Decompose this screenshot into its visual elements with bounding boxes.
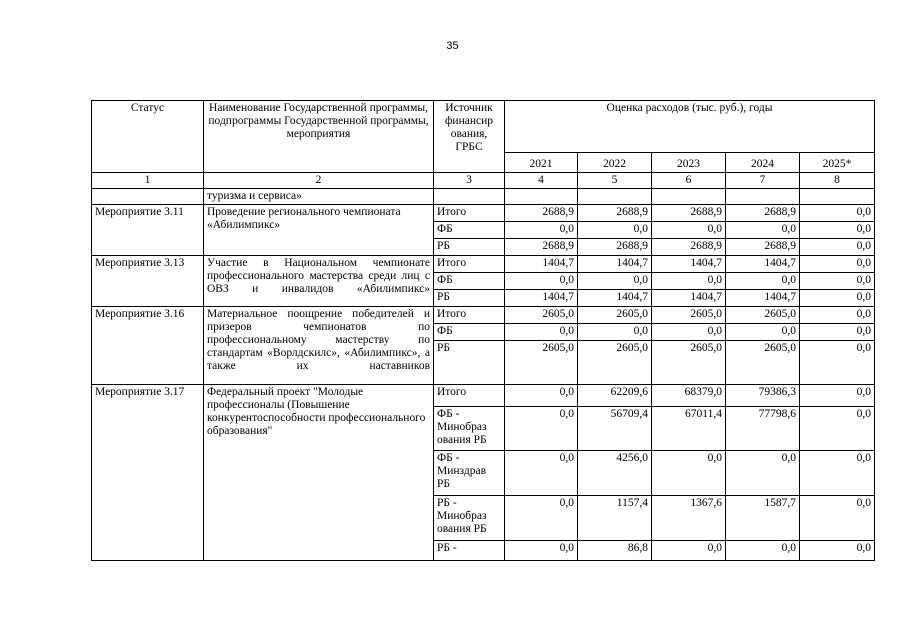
continuation-cell [652, 189, 726, 205]
header-name: Наименование Государственной программы, подпрограммы Государственной программы, мероприятия [204, 101, 434, 173]
table-row [92, 256, 875, 273]
amount-cell: 2688,9 [652, 239, 726, 256]
amount-cell: 1404,7 [726, 256, 800, 273]
amount-cell: 2605,0 [652, 307, 726, 324]
event-status: Мероприятие 3.16 [92, 307, 204, 385]
funding-source: РБ [434, 239, 505, 256]
amount-cell: 1404,7 [505, 290, 578, 307]
column-number: 3 [434, 173, 505, 189]
amount-cell: 62209,6 [578, 385, 652, 407]
continuation-cell [92, 189, 204, 205]
header-year: 2024 [726, 153, 800, 173]
amount-cell: 0,0 [800, 256, 875, 273]
event-status: Мероприятие 3.13 [92, 256, 204, 307]
funding-source: ФБ [434, 273, 505, 290]
amount-cell: 0,0 [800, 407, 875, 451]
amount-cell: 2605,0 [505, 307, 578, 324]
funding-source: РБ - Минобраз ования РБ [434, 496, 505, 541]
amount-cell: 0,0 [652, 451, 726, 496]
amount-cell: 68379,0 [652, 385, 726, 407]
event-name: Проведение регионального чемпионата «Абилимпикс» [204, 205, 434, 256]
funding-source: Итого [434, 385, 505, 407]
header-year: 2023 [652, 153, 726, 173]
header-estimate: Оценка расходов (тыс. руб.), годы [505, 101, 875, 153]
amount-cell: 0,0 [800, 307, 875, 324]
continuation-cell [434, 189, 505, 205]
event-status: Мероприятие 3.11 [92, 205, 204, 256]
amount-cell: 1367,6 [652, 496, 726, 541]
header-source: Источник финансир ования, ГРБС [434, 101, 505, 173]
amount-cell: 0,0 [800, 385, 875, 407]
amount-cell: 0,0 [726, 541, 800, 561]
amount-cell: 0,0 [578, 273, 652, 290]
budget-table [91, 100, 875, 561]
amount-cell: 1404,7 [578, 290, 652, 307]
continuation-cell [800, 189, 875, 205]
amount-cell: 0,0 [800, 290, 875, 307]
event-name: Участие в Национальном чемпионате профессионального мастерства среди лиц с ОВЗ и инвалидов «Абилимпикс» [204, 256, 434, 307]
header-year: 2021 [505, 153, 578, 173]
funding-source: Итого [434, 256, 505, 273]
amount-cell: 0,0 [652, 541, 726, 561]
amount-cell: 2688,9 [578, 205, 652, 222]
column-number: 6 [652, 173, 726, 189]
amount-cell: 2605,0 [578, 307, 652, 324]
funding-source: РБ [434, 290, 505, 307]
amount-cell: 0,0 [800, 205, 875, 222]
header-status: Статус [92, 101, 204, 173]
amount-cell: 0,0 [800, 239, 875, 256]
funding-source: ФБ - Минобраз ования РБ [434, 407, 505, 451]
amount-cell: 0,0 [505, 273, 578, 290]
amount-cell: 0,0 [800, 341, 875, 385]
column-number: 7 [726, 173, 800, 189]
amount-cell: 2605,0 [652, 341, 726, 385]
amount-cell: 0,0 [578, 324, 652, 341]
column-number: 2 [204, 173, 434, 189]
funding-source: ФБ [434, 222, 505, 239]
amount-cell: 0,0 [800, 451, 875, 496]
amount-cell: 0,0 [505, 451, 578, 496]
amount-cell: 0,0 [800, 273, 875, 290]
amount-cell: 1404,7 [505, 256, 578, 273]
funding-source: Итого [434, 205, 505, 222]
amount-cell: 0,0 [652, 273, 726, 290]
funding-source: Итого [434, 307, 505, 324]
continuation-cell [726, 189, 800, 205]
amount-cell: 67011,4 [652, 407, 726, 451]
amount-cell: 0,0 [726, 273, 800, 290]
funding-source: ФБ [434, 324, 505, 341]
funding-source: ФБ - Минздрав РБ [434, 451, 505, 496]
amount-cell: 0,0 [505, 324, 578, 341]
amount-cell: 2605,0 [726, 307, 800, 324]
amount-cell: 56709,4 [578, 407, 652, 451]
amount-cell: 2688,9 [726, 239, 800, 256]
amount-cell: 2688,9 [505, 205, 578, 222]
table-row [92, 205, 875, 222]
event-status: Мероприятие 3.17 [92, 385, 204, 561]
header-year: 2022 [578, 153, 652, 173]
amount-cell: 4256,0 [578, 451, 652, 496]
amount-cell: 0,0 [726, 222, 800, 239]
amount-cell: 2605,0 [578, 341, 652, 385]
amount-cell: 1157,4 [578, 496, 652, 541]
continuation-text: туризма и сервиса» [204, 189, 434, 205]
column-number: 1 [92, 173, 204, 189]
amount-cell: 0,0 [800, 324, 875, 341]
amount-cell: 0,0 [505, 496, 578, 541]
event-name: Материальное поощрение победителей и призеров чемпионатов по профессиональному мастерству по стандартам «Ворлдскилс», «Абилимпикс», а также их наставников [204, 307, 434, 385]
continuation-cell [578, 189, 652, 205]
amount-cell: 0,0 [505, 385, 578, 407]
amount-cell: 2688,9 [505, 239, 578, 256]
amount-cell: 2605,0 [726, 341, 800, 385]
amount-cell: 0,0 [800, 496, 875, 541]
amount-cell: 1404,7 [578, 256, 652, 273]
amount-cell: 0,0 [505, 222, 578, 239]
event-name: Федеральный проект "Молодые профессионалы (Повышение конкурентоспособности профессионального образования" [204, 385, 434, 561]
amount-cell: 0,0 [726, 451, 800, 496]
amount-cell: 1404,7 [726, 290, 800, 307]
continuation-cell [505, 189, 578, 205]
table-row [92, 307, 875, 324]
amount-cell: 1587,7 [726, 496, 800, 541]
amount-cell: 2688,9 [578, 239, 652, 256]
column-number: 8 [800, 173, 875, 189]
amount-cell: 0,0 [652, 324, 726, 341]
amount-cell: 0,0 [800, 222, 875, 239]
amount-cell: 0,0 [726, 324, 800, 341]
page-number: 35 [446, 40, 459, 52]
amount-cell: 2688,9 [652, 205, 726, 222]
header-year: 2025* [800, 153, 875, 173]
table-row [92, 385, 875, 407]
amount-cell: 0,0 [505, 407, 578, 451]
amount-cell: 0,0 [578, 222, 652, 239]
amount-cell: 79386,3 [726, 385, 800, 407]
column-number: 4 [505, 173, 578, 189]
amount-cell: 1404,7 [652, 256, 726, 273]
amount-cell: 0,0 [505, 541, 578, 561]
amount-cell: 2605,0 [505, 341, 578, 385]
amount-cell: 77798,6 [726, 407, 800, 451]
amount-cell: 0,0 [652, 222, 726, 239]
amount-cell: 1404,7 [652, 290, 726, 307]
amount-cell: 0,0 [800, 541, 875, 561]
column-number: 5 [578, 173, 652, 189]
amount-cell: 86,8 [578, 541, 652, 561]
amount-cell: 2688,9 [726, 205, 800, 222]
funding-source: РБ - [434, 541, 505, 561]
funding-source: РБ [434, 341, 505, 385]
